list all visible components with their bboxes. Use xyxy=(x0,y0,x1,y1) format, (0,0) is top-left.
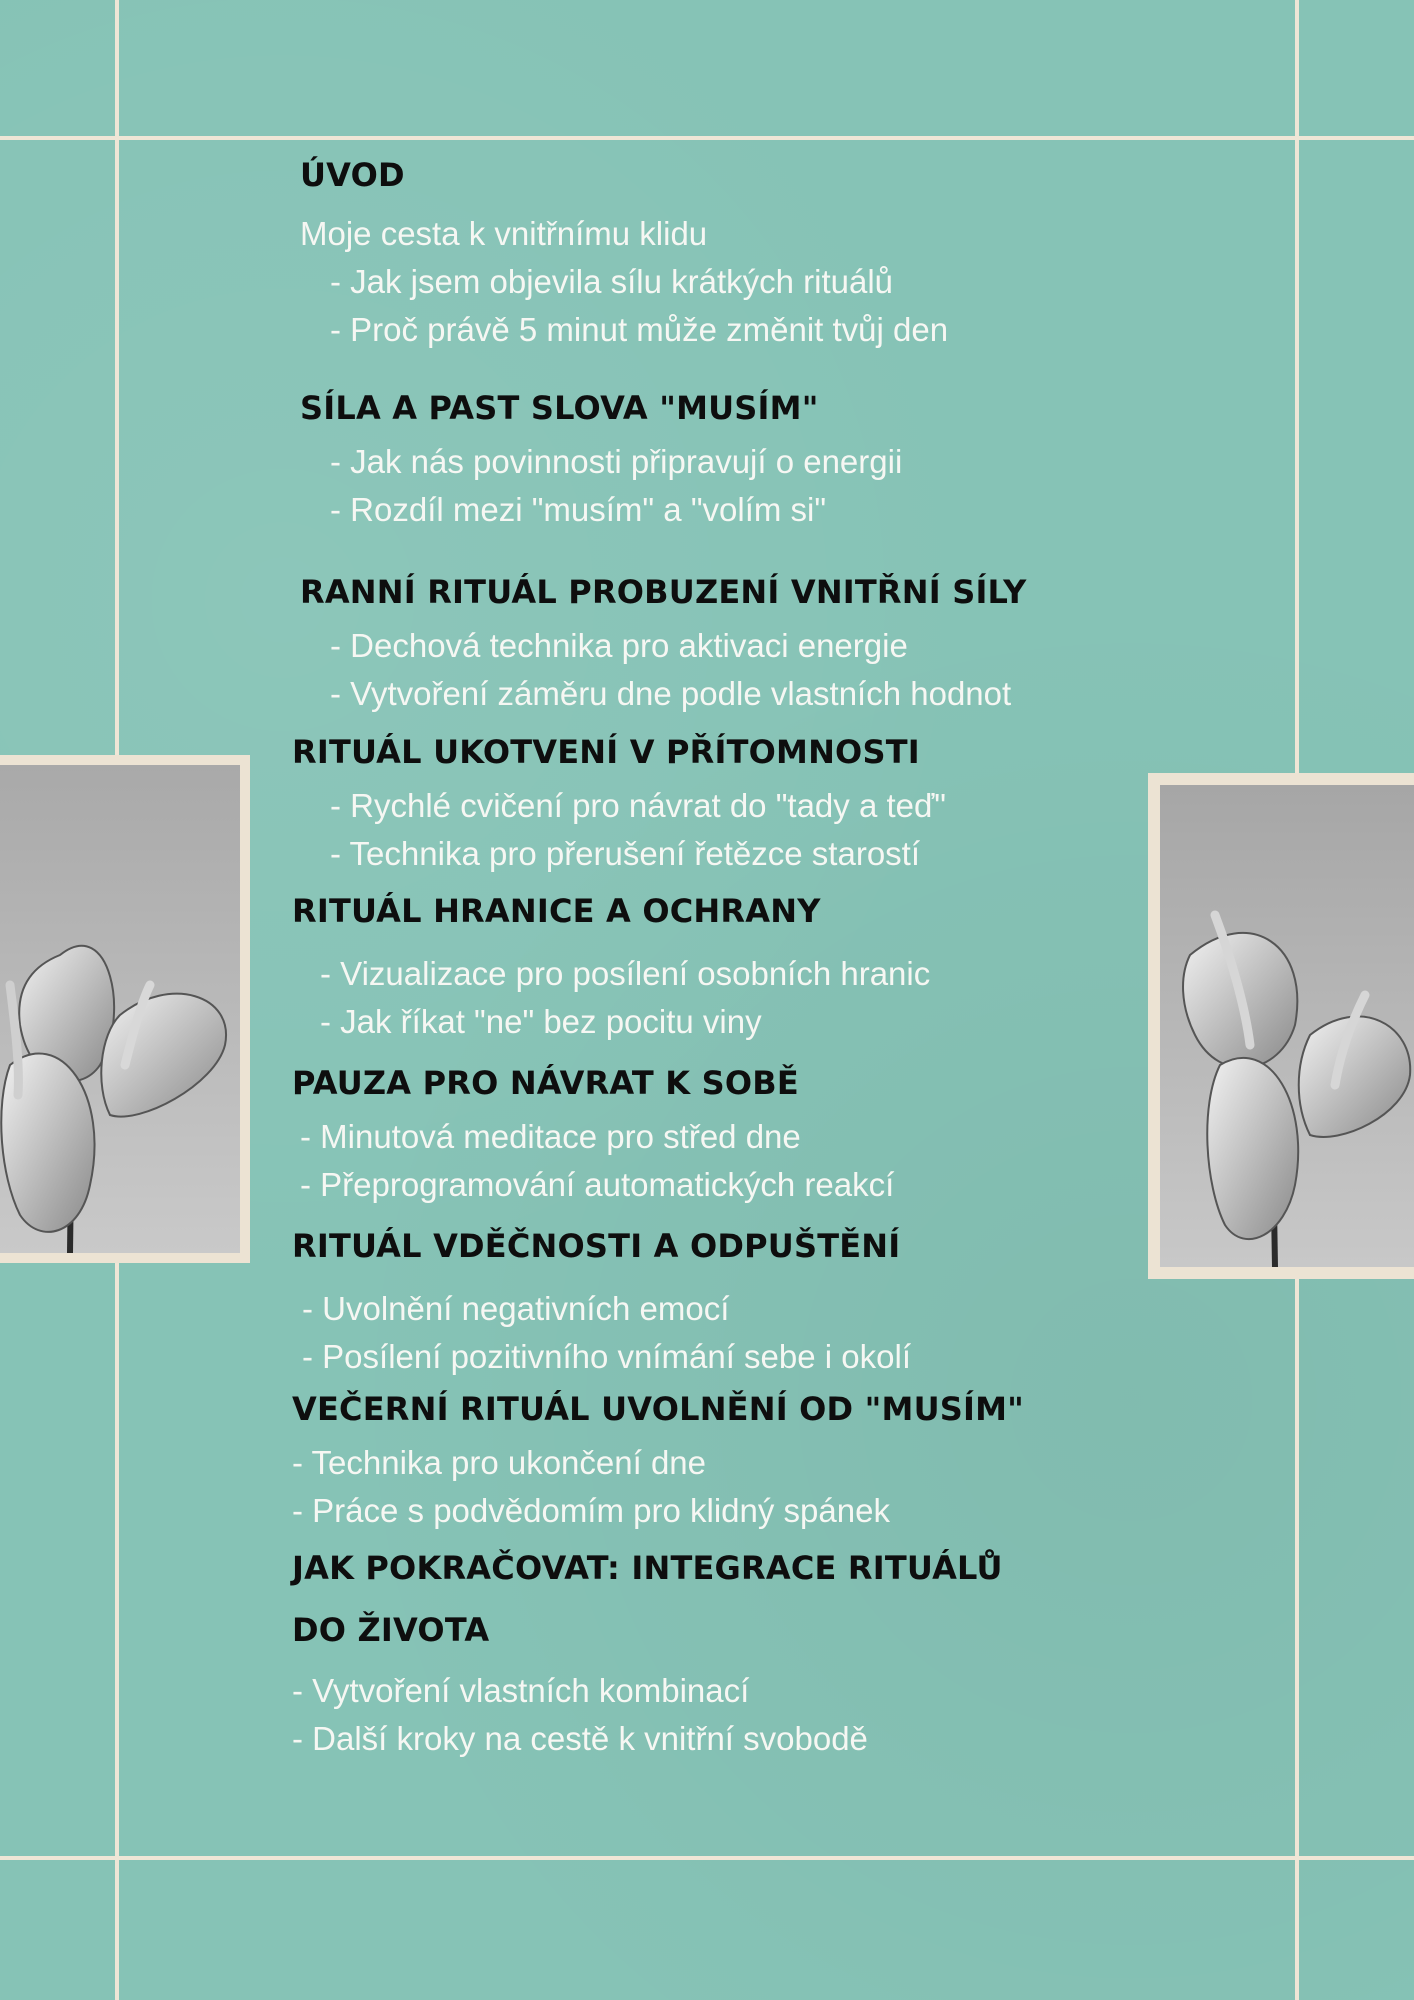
section-line: - Dechová technika pro aktivaci energie xyxy=(330,627,908,664)
section-heading-hranice: RITUÁL HRANICE A OCHRANY xyxy=(292,892,821,930)
section-line: Moje cesta k vnitřnímu klidu xyxy=(300,215,708,252)
section-line: - Technika pro ukončení dne xyxy=(292,1444,706,1481)
section-line: - Práce s podvědomím pro klidný spánek xyxy=(292,1492,890,1529)
section-line: - Proč právě 5 minut může změnit tvůj den xyxy=(330,311,949,348)
section-line: - Rozdíl mezi "musím" a "volím si" xyxy=(330,491,827,528)
section-line: - Minutová meditace pro střed dne xyxy=(300,1118,801,1155)
section-line: - Jak říkat "ne" bez pocitu viny xyxy=(320,1003,762,1040)
section-heading-vecerni-ritual: VEČERNÍ RITUÁL UVOLNĚNÍ OD "MUSÍM" xyxy=(292,1390,1025,1428)
section-heading-jak-pokracovat: JAK POKRAČOVAT: INTEGRACE RITUÁLŮ xyxy=(292,1549,1003,1587)
section-line: - Jak nás povinnosti připravují o energii xyxy=(330,443,903,480)
section-heading-jak-pokracovat-line2: DO ŽIVOTA xyxy=(292,1611,490,1649)
section-heading-uvod: ÚVOD xyxy=(300,156,405,194)
section-heading-pauza: PAUZA PRO NÁVRAT K SOBĚ xyxy=(292,1064,799,1102)
section-line: - Vytvoření záměru dne podle vlastních hodnot xyxy=(330,675,1012,712)
section-line: - Vizualizace pro posílení osobních hranic xyxy=(320,955,931,992)
section-line: - Jak jsem objevila sílu krátkých rituálů xyxy=(330,263,894,300)
section-heading-vdecnost: RITUÁL VDĚČNOSTI A ODPUŠTĚNÍ xyxy=(292,1227,901,1265)
section-line: - Posílení pozitivního vnímání sebe i okolí xyxy=(302,1338,911,1375)
section-line: - Vytvoření vlastních kombinací xyxy=(292,1672,750,1709)
section-heading-sila-a-past: SÍLA A PAST SLOVA "MUSÍM" xyxy=(300,389,819,427)
section-heading-ranni-ritual: RANNÍ RITUÁL PROBUZENÍ VNITŘNÍ SÍLY xyxy=(300,573,1027,611)
section-line: - Přeprogramování automatických reakcí xyxy=(300,1166,895,1203)
section-line: - Další kroky na cestě k vnitřní svobodě xyxy=(292,1720,868,1757)
section-line: - Technika pro přerušení řetězce starostí xyxy=(330,835,921,872)
section-heading-ukotveni: RITUÁL UKOTVENÍ V PŘÍTOMNOSTI xyxy=(292,733,920,771)
section-line: - Rychlé cvičení pro návrat do "tady a teď" xyxy=(330,787,946,824)
section-line: - Uvolnění negativních emocí xyxy=(302,1290,730,1327)
